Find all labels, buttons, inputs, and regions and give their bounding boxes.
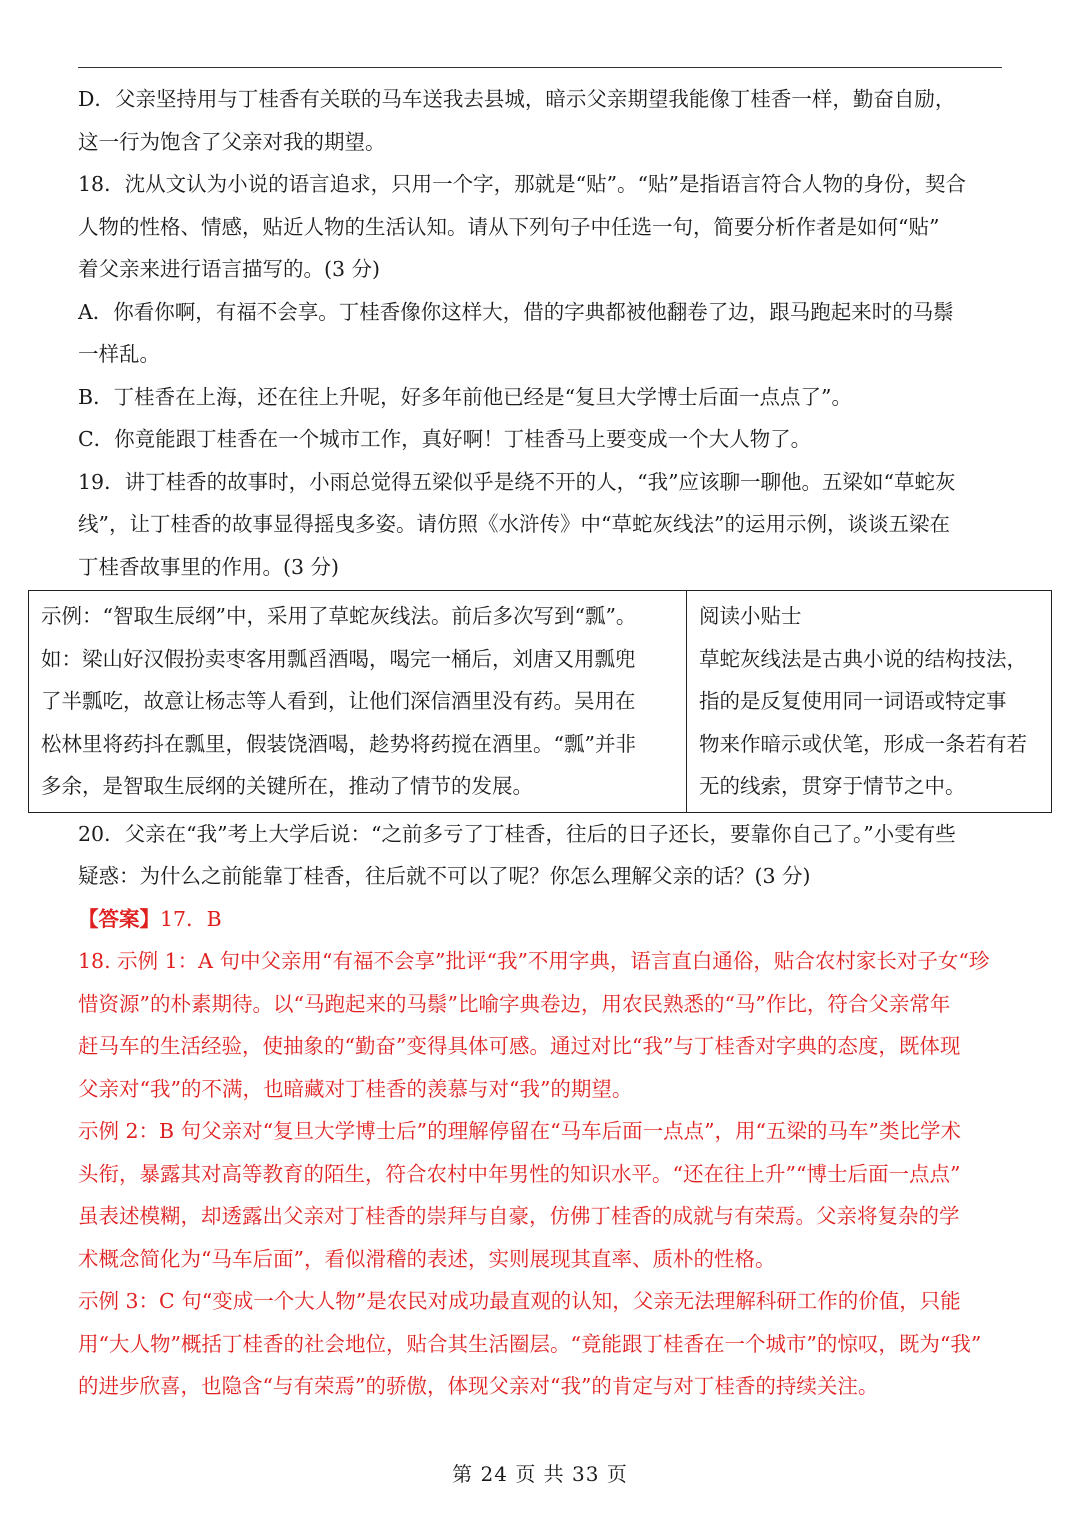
answer-example3-line: 用“大人物”概括丁桂香的社会地位，贴合其生活圈层。“竟能跟丁桂香在一个城市”的惊叹，既为“我”	[78, 1331, 982, 1356]
answer-label: 【答案】	[78, 906, 160, 931]
q18-option-a-line1: A．你看你啊，有福不会享。丁桂香像你这样大，借的字典都被他翻卷了边，跟马跑起来时的马鬃	[78, 299, 954, 324]
q19-line2: 线”，让丁桂香的故事显得摇曳多姿。请仿照《水浒传》中“草蛇灰线法”的运用示例，谈谈五梁在	[78, 512, 950, 536]
reading-tips-line: 指的是反复使用同一词语或特定事	[699, 689, 1007, 713]
answer-example2-line: 示例 2：B 句父亲对“复旦大学博士后”的理解停留在“马车后面一点点”，用“五梁的马车”类比学术	[78, 1119, 962, 1143]
q18-option-a-line2: 一样乱。	[78, 342, 160, 366]
reading-tips	[687, 591, 1051, 812]
answer-example1-line: 赶马车的生活经验，使抽象的“勤奋”变得具体可感。通过对比“我”与丁桂香对字典的态度，既体现	[78, 1034, 961, 1058]
example-line: 如：梁山好汉假扮卖枣客用瓢舀酒喝，喝完一桶后，刘唐又用瓢兜	[41, 646, 636, 671]
q18-line3: 着父亲来进行语言描写的。(3 分)	[78, 257, 381, 281]
example-line: 了半瓢吃，故意让杨志等人看到，让他们深信酒里没有药。吴用在	[41, 689, 636, 713]
q19-line3: 丁桂香故事里的作用。(3 分)	[78, 554, 340, 579]
q18-option-c: C．你竟能跟丁桂香在一个城市工作，真好啊！丁桂香马上要变成一个大人物了。	[78, 427, 812, 451]
answer-example3-line: 的进步欣喜，也隐含“与有荣焉”的骄傲，体现父亲对“我”的肯定与对丁桂香的持续关注。	[78, 1374, 879, 1398]
answer-example2-line: 术概念简化为“马车后面”，看似滑稽的表述，实则展现其直率、质朴的性格。	[78, 1246, 776, 1271]
answer-example1-line: 惜资源”的朴素期待。以“马跑起来的马鬃”比喻字典卷边，用农民熟悉的“马”作比，符合父亲常年	[78, 991, 951, 1016]
reading-tips-line: 物来作暗示或伏笔，形成一条若有若	[699, 731, 1027, 756]
answer-q17: 17．B	[160, 906, 222, 931]
q18-option-b: B．丁桂香在上海，还在往上升呢，好多年前他已经是“复旦大学博士后面一点点了”。	[78, 384, 853, 409]
answer-example3-line: 示例 3：C 句“变成一个大人物”是农民对成功最直观的认知，父亲无法理解科研工作的价值，只能	[78, 1289, 961, 1313]
option-d-line1: D．父亲坚持用与丁桂香有关联的马车送我去县城，暗示父亲期望我能像丁桂香一样，勤奋自励，	[78, 87, 956, 111]
example-box	[28, 590, 1052, 813]
reading-tips-line: 草蛇灰线法是古典小说的结构技法，	[699, 646, 1027, 671]
answer-heading	[78, 898, 1006, 941]
q18-line1: 18．沈从文认为小说的语言追求，只用一个字，那就是“贴”。“贴”是指语言符合人物的身份，契合	[78, 172, 967, 196]
example-line: 示例：“智取生辰纲”中，采用了草蛇灰线法。前后多次写到“瓢”。	[41, 604, 637, 628]
example-line: 多余，是智取生辰纲的关键所在，推动了情节的发展。	[41, 774, 533, 798]
page-number: 第 24 页 共 33 页	[452, 1462, 628, 1486]
q20-line1: 20．父亲在“我”考上大学后说：“之前多亏了丁桂香，往后的日子还长，要靠你自己了。”小雯有些	[78, 821, 956, 846]
header-rule	[78, 67, 1002, 68]
example-line: 松林里将药抖在瓢里，假装饶酒喝，趁势将药搅在酒里。“瓢”并非	[41, 731, 636, 756]
answer-example2-line: 头衔，暴露其对高等教育的陌生，符合农村中年男性的知识水平。“还在往上升”“博士后面一点点”	[78, 1161, 961, 1186]
q18-line2: 人物的性格、情感，贴近人物的生活认知。请从下列句子中任选一句，简要分析作者是如何“贴”	[78, 214, 940, 239]
page-content	[41, 78, 1027, 1408]
reading-tips-line: 无的线索，贯穿于情节之中。	[699, 774, 966, 798]
option-d-line2: 这一行为饱含了父亲对我的期望。	[78, 129, 386, 154]
reading-tips-title: 阅读小贴士	[699, 604, 802, 628]
answer-example2-line: 虽表述模糊，却透露出父亲对丁桂香的崇拜与自豪，仿佛丁桂香的成就与有荣焉。父亲将复杂的学	[78, 1204, 960, 1228]
q19-line1: 19．讲丁桂香的故事时，小雨总觉得五梁似乎是绕不开的人，“我”应该聊一聊他。五梁如“草蛇灰	[78, 469, 956, 494]
example-box-left	[29, 591, 687, 812]
q20-line2: 疑惑：为什么之前能靠丁桂香，往后就不可以了呢？你怎么理解父亲的话？(3 分)	[78, 864, 811, 888]
answer-example1-line: 18. 示例 1：A 句中父亲用“有福不会享”批评“我”不用字典，语言直白通俗，贴合农村家长对子女“珍	[78, 949, 990, 973]
answer-example1-line: 父亲对“我”的不满，也暗藏对丁桂香的羡慕与对“我”的期望。	[78, 1076, 633, 1101]
